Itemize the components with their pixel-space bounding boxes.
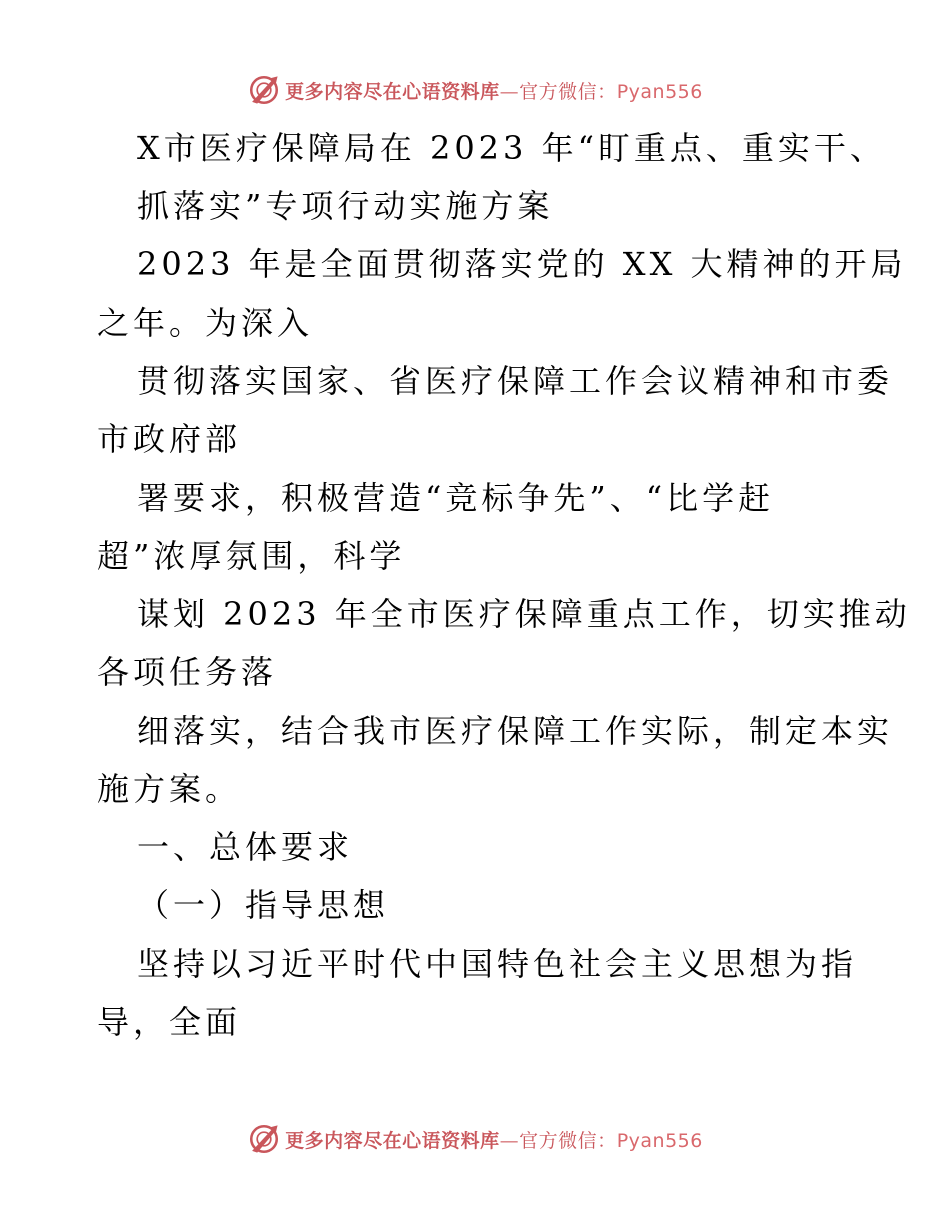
text-line: 施方案。 [97, 770, 242, 808]
text-line: 超”浓厚氛围，科学 [97, 537, 406, 575]
watermark-text: 更多内容尽在心语资料库—官方微信：Pyan556 [285, 1129, 703, 1152]
text-line: 市政府部 [97, 420, 242, 458]
section-heading: 一、总体要求 [137, 828, 354, 866]
text-line: 贯彻落实国家、省医疗保障工作会议精神和市委 [137, 362, 894, 400]
text-line: 各项任务落 [97, 653, 278, 691]
title-line-1: X市医疗保障局在 2023 年“盯重点、重实干、 [137, 129, 886, 167]
text-line: 谋划 2023 年全市医疗保障重点工作，切实推动 [137, 595, 911, 633]
watermark-text: 更多内容尽在心语资料库—官方微信：Pyan556 [285, 80, 703, 103]
subsection-heading: （一）指导思想 [137, 886, 390, 924]
text-line: 导，全面 [97, 1003, 242, 1041]
text-line: 署要求，积极营造“竞标争先”、“比学赶 [137, 479, 775, 517]
text-line: 坚持以习近平时代中国特色社会主义思想为指 [137, 945, 858, 983]
text-line: 细落实，结合我市医疗保障工作实际，制定本实 [137, 712, 894, 750]
title-line-2: 抓落实”专项行动实施方案 [137, 187, 554, 225]
quill-logo-icon [247, 1122, 281, 1156]
text-line: 之年。为深入 [97, 304, 314, 342]
footer-watermark [0, 1119, 950, 1159]
quill-logo-icon [247, 73, 281, 107]
header-watermark [0, 70, 950, 110]
text-line: 2023 年是全面贯彻落实党的 XX 大精神的开局 [137, 245, 907, 283]
